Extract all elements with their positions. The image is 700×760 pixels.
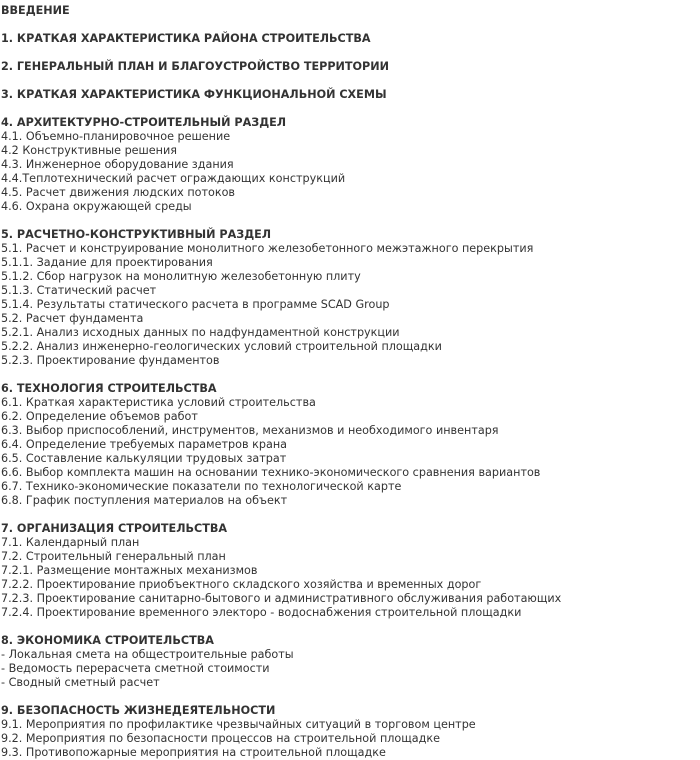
spacer <box>1 214 700 228</box>
section-heading: 1. КРАТКАЯ ХАРАКТЕРИСТИКА РАЙОНА СТРОИТЕЛЬСТВА <box>1 32 371 45</box>
toc-item: 5.2.3. Проектирование фундаментов <box>1 354 220 367</box>
toc-item: 7.2.3. Проектирование санитарно-бытового и административного обслуживания работающих <box>1 592 562 605</box>
toc-item: - Ведомость перерасчета сметной стоимости <box>1 662 270 675</box>
toc-item: 7.2.2. Проектирование приобъектного складского хозяйства и временных дорог <box>1 578 482 591</box>
section-heading: 9. БЕЗОПАСНОСТЬ ЖИЗНЕДЕЯТЕЛЬНОСТИ <box>1 704 276 717</box>
toc-section <box>1 88 700 116</box>
toc-item: 4.1. Объемно-планировочное решение <box>1 130 231 143</box>
toc-item: 9.3. Противопожарные мероприятия на строительной площадке <box>1 746 386 759</box>
toc-item: 5.1.2. Сбор нагрузок на монолитную железобетонную плиту <box>1 270 361 283</box>
toc-item: 7.2.4. Проектирование временного электоро - водоснабжения строительной площадки <box>1 606 522 619</box>
toc-section <box>1 32 700 60</box>
section-heading: 4. АРХИТЕКТУРНО-СТРОИТЕЛЬНЫЙ РАЗДЕЛ <box>1 116 287 129</box>
toc-item: 5.1.3. Статический расчет <box>1 284 157 297</box>
spacer <box>1 46 700 60</box>
section-heading: 7. ОРГАНИЗАЦИЯ СТРОИТЕЛЬСТВА <box>1 522 228 535</box>
toc-item: 5.1. Расчет и конструирование монолитного железобетонного межэтажного перекрытия <box>1 242 534 255</box>
toc-item: 7.1. Календарный план <box>1 536 140 549</box>
toc-item: 6.8. График поступления материалов на объект <box>1 494 288 507</box>
toc-item: 9.1. Мероприятия по профилактике чрезвычайных ситуаций в торговом центре <box>1 718 476 731</box>
toc-item: 9.2. Мероприятия по безопасности процессов на строительной площадке <box>1 732 441 745</box>
section-heading: 5. РАСЧЕТНО-КОНСТРУКТИВНЫЙ РАЗДЕЛ <box>1 228 272 241</box>
section-heading: 8. ЭКОНОМИКА СТРОИТЕЛЬСТВА <box>1 634 214 647</box>
spacer <box>1 690 700 704</box>
toc-section <box>1 634 700 704</box>
toc-item: 6.7. Технико-экономические показатели по технологической карте <box>1 480 402 493</box>
toc-section <box>1 382 700 522</box>
toc-section <box>1 704 700 760</box>
toc-item: 5.1.4. Результаты статического расчета в программе SCAD Group <box>1 298 390 311</box>
sections-container <box>1 32 700 760</box>
toc-section <box>1 60 700 88</box>
toc-item: 4.5. Расчет движения людских потоков <box>1 186 236 199</box>
section-heading: 2. ГЕНЕРАЛЬНЫЙ ПЛАН И БЛАГОУСТРОЙСТВО ТЕРРИТОРИИ <box>1 60 389 73</box>
toc-section <box>1 522 700 634</box>
toc-item: 4.2 Конструктивные решения <box>1 144 177 157</box>
toc-item: 5.1.1. Задание для проектирования <box>1 256 213 269</box>
toc-item: 4.3. Инженерное оборудование здания <box>1 158 234 171</box>
toc-item: 6.1. Краткая характеристика условий строительства <box>1 396 316 409</box>
spacer <box>1 508 700 522</box>
toc-item: 5.2.1. Анализ исходных данных по надфундаментной конструкции <box>1 326 400 339</box>
spacer <box>1 102 700 116</box>
toc-item: 7.2. Строительный генеральный план <box>1 550 226 563</box>
toc-item: 4.4.Теплотехнический расчет ограждающих конструкций <box>1 172 346 185</box>
toc-item: 5.2.2. Анализ инженерно-геологических условий строительной площадки <box>1 340 442 353</box>
toc-item: - Сводный сметный расчет <box>1 676 160 689</box>
toc-item: - Локальная смета на общестроительные работы <box>1 648 294 661</box>
toc-item: 6.2. Определение объемов работ <box>1 410 198 423</box>
toc-item: 6.3. Выбор приспособлений, инструментов, механизмов и необходимого инвентаря <box>1 424 499 437</box>
toc-item: 6.4. Определение требуемых параметров крана <box>1 438 287 451</box>
spacer <box>1 368 700 382</box>
section-heading: 3. КРАТКАЯ ХАРАКТЕРИСТИКА ФУНКЦИОНАЛЬНОЙ СХЕМЫ <box>1 88 387 101</box>
toc-item: 5.2. Расчет фундамента <box>1 312 144 325</box>
intro-heading: ВВЕДЕНИЕ <box>1 4 70 17</box>
toc-section <box>1 228 700 382</box>
toc-item: 7.2.1. Размещение монтажных механизмов <box>1 564 258 577</box>
toc-section <box>1 116 700 228</box>
spacer <box>1 18 700 32</box>
toc-item: 6.6. Выбор комплекта машин на основании технико-экономического сравнения вариантов <box>1 466 541 479</box>
spacer <box>1 74 700 88</box>
section-heading: 6. ТЕХНОЛОГИЯ СТРОИТЕЛЬСТВА <box>1 382 217 395</box>
toc-item: 4.6. Охрана окружающей среды <box>1 200 192 213</box>
spacer <box>1 620 700 634</box>
toc-item: 6.5. Составление калькуляции трудовых затрат <box>1 452 287 465</box>
